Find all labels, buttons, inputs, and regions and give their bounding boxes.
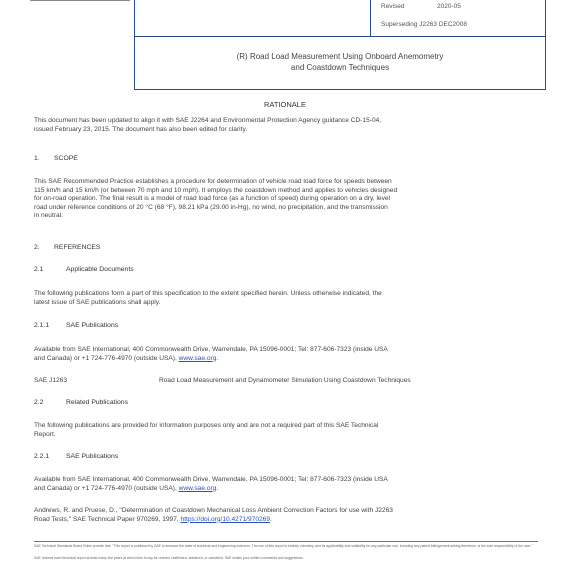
rationale-heading: RATIONALE xyxy=(264,100,306,109)
rationale-line-2: issued February 23, 2015. The document has also been edited for clarity. xyxy=(34,125,248,133)
related-line-2: Report. xyxy=(34,430,56,438)
sae-publications-2-text xyxy=(34,476,538,493)
footer-note-2: SAE reviews each technical report at least every five years at which time it may be revised, reaffirmed, stabilized, or cancelled. SAE invites your written comments and suggestions. xyxy=(34,556,304,560)
sae-publications-text xyxy=(34,346,538,363)
revised-row xyxy=(381,3,541,13)
sae-pubs2-line-1: Available from SAE International, 400 Commonwealth Drive, Warrendale, PA 15096-0001; Tel: 877-606-7323 (inside USA xyxy=(34,476,388,483)
sae-publications-2-heading xyxy=(34,453,118,460)
sae-publications-2-title: SAE Publications xyxy=(66,453,119,460)
superseding-row xyxy=(381,21,541,31)
applicable-docs-heading xyxy=(34,266,134,273)
header-vertical-divider xyxy=(370,0,371,36)
andrews-line-2 xyxy=(34,516,538,525)
title-line-1: (R) Road Load Measurement Using Onboard Anemometry xyxy=(236,52,444,61)
applicable-line-2: latest issue of SAE publications shall apply. xyxy=(34,298,161,306)
title-line-2: and Coastdown Techniques xyxy=(290,63,390,72)
sae-pubs-line-2-text: and Canada) or +1 724-776-4970 (outside USA), xyxy=(34,354,179,362)
sae-pubs2-line-2 xyxy=(34,485,538,494)
scope-number: 1. xyxy=(34,155,40,162)
related-publications-title: Related Publications xyxy=(66,399,128,406)
document-title xyxy=(135,51,545,73)
footer-note-1: SAE Technical Standards Board Rules provide that: "This report is published by SAE to advance the state of technical and engineering sciences. The use of this report is entirely voluntary, and its applicability and suitability for any particular use, including any patent infringement arising therefrom, is the sole responsibility of the user." xyxy=(34,544,533,548)
applicable-line-1: The following publications form a part of this specification to the extent specified herein. Unless otherwise indicated, the xyxy=(34,290,382,297)
sae-j2263-title: Road Load Measurement and Dynamometer Simulation Using Coastdown Techniques xyxy=(159,377,411,384)
andrews-line-2-text: Road Tests," SAE Technical Paper 970269, 1997, xyxy=(34,515,181,523)
references-number: 2. xyxy=(34,244,40,251)
scope-line-1: This SAE Recommended Practice establishes a procedure for determination of vehicle road load force for speeds between xyxy=(34,178,392,185)
revised-label: Revised xyxy=(381,3,405,10)
rationale-line-1: This document has been updated to align it with SAE J2264 and Environmental Protection Agency guidance CD-15-04, xyxy=(34,117,382,124)
sae-pubs-line-2-end: . xyxy=(216,354,219,362)
header-divider xyxy=(135,36,545,37)
andrews-line-1: Andrews, R. and Pruese, D., "Determination of Coastdown Mechanical Loss Ambient Correction Factors for use with J2263 xyxy=(34,507,393,514)
related-publications-text xyxy=(34,422,538,439)
sae-pubs2-line-2-end: . xyxy=(216,484,219,492)
andrews-line-2-end: . xyxy=(270,515,272,523)
scope-line-2: 115 km/h and 15 km/h (or between 70 mph and 10 mph). It employs the coastdown method and applies to vehicles designed xyxy=(34,186,398,194)
scope-line-5: in neutral. xyxy=(34,212,63,219)
sae-j2263-code: SAE J1263 xyxy=(34,377,67,384)
header-box xyxy=(134,0,546,90)
sae-pubs-line-1: Available from SAE International, 400 Commonwealth Drive, Warrendale, PA 15096-0001; Tel: 877-606-7323 (inside USA xyxy=(34,346,388,353)
related-publications-number: 2.2 xyxy=(34,399,44,406)
scope-heading xyxy=(34,155,78,162)
rationale-text xyxy=(34,117,538,134)
superseding-text: Superseding J2263 DEC2008 xyxy=(381,21,468,28)
sae-j2263-reference xyxy=(34,377,538,387)
andrews-reference xyxy=(34,507,538,524)
sae-website-link[interactable]: www.sae.org xyxy=(178,354,217,362)
sae-publications-2-number: 2.2.1 xyxy=(34,453,50,460)
references-title: REFERENCES xyxy=(54,244,101,251)
applicable-docs-text xyxy=(34,290,538,307)
applicable-docs-title: Applicable Documents xyxy=(66,266,134,273)
revised-value: 2020-05 xyxy=(437,3,461,10)
sae-publications-number: 2.1.1 xyxy=(34,322,50,329)
scope-line-4: road under reference conditions of 20 °C (68 °F), 98.21 kPa (29.00 in-Hg), no wind, no precipitation, and the transmission xyxy=(34,203,388,211)
footer-rule xyxy=(34,541,538,542)
doi-link[interactable]: https://doi.org/10.4271/970269 xyxy=(180,515,270,523)
scope-line-3: for on-road operation. The final result is a model of road load force (as a function of speed) during operation on a dry, level xyxy=(34,195,391,202)
top-rule xyxy=(30,0,130,1)
sae-publications-heading xyxy=(34,322,118,329)
scope-title: SCOPE xyxy=(54,155,78,162)
sae-publications-title: SAE Publications xyxy=(66,322,119,329)
scope-text xyxy=(34,178,538,221)
sae-pubs2-line-2-text: and Canada) or +1 724-776-4970 (outside USA), xyxy=(34,484,179,492)
sae-website-link-2[interactable]: www.sae.org xyxy=(178,484,217,492)
applicable-docs-number: 2.1 xyxy=(34,266,44,273)
references-heading xyxy=(34,244,100,251)
sae-pubs-line-2 xyxy=(34,355,538,364)
related-line-1: The following publications are provided for information purposes only and are not a required part of this SAE Technical xyxy=(34,422,379,429)
related-publications-heading xyxy=(34,399,128,406)
